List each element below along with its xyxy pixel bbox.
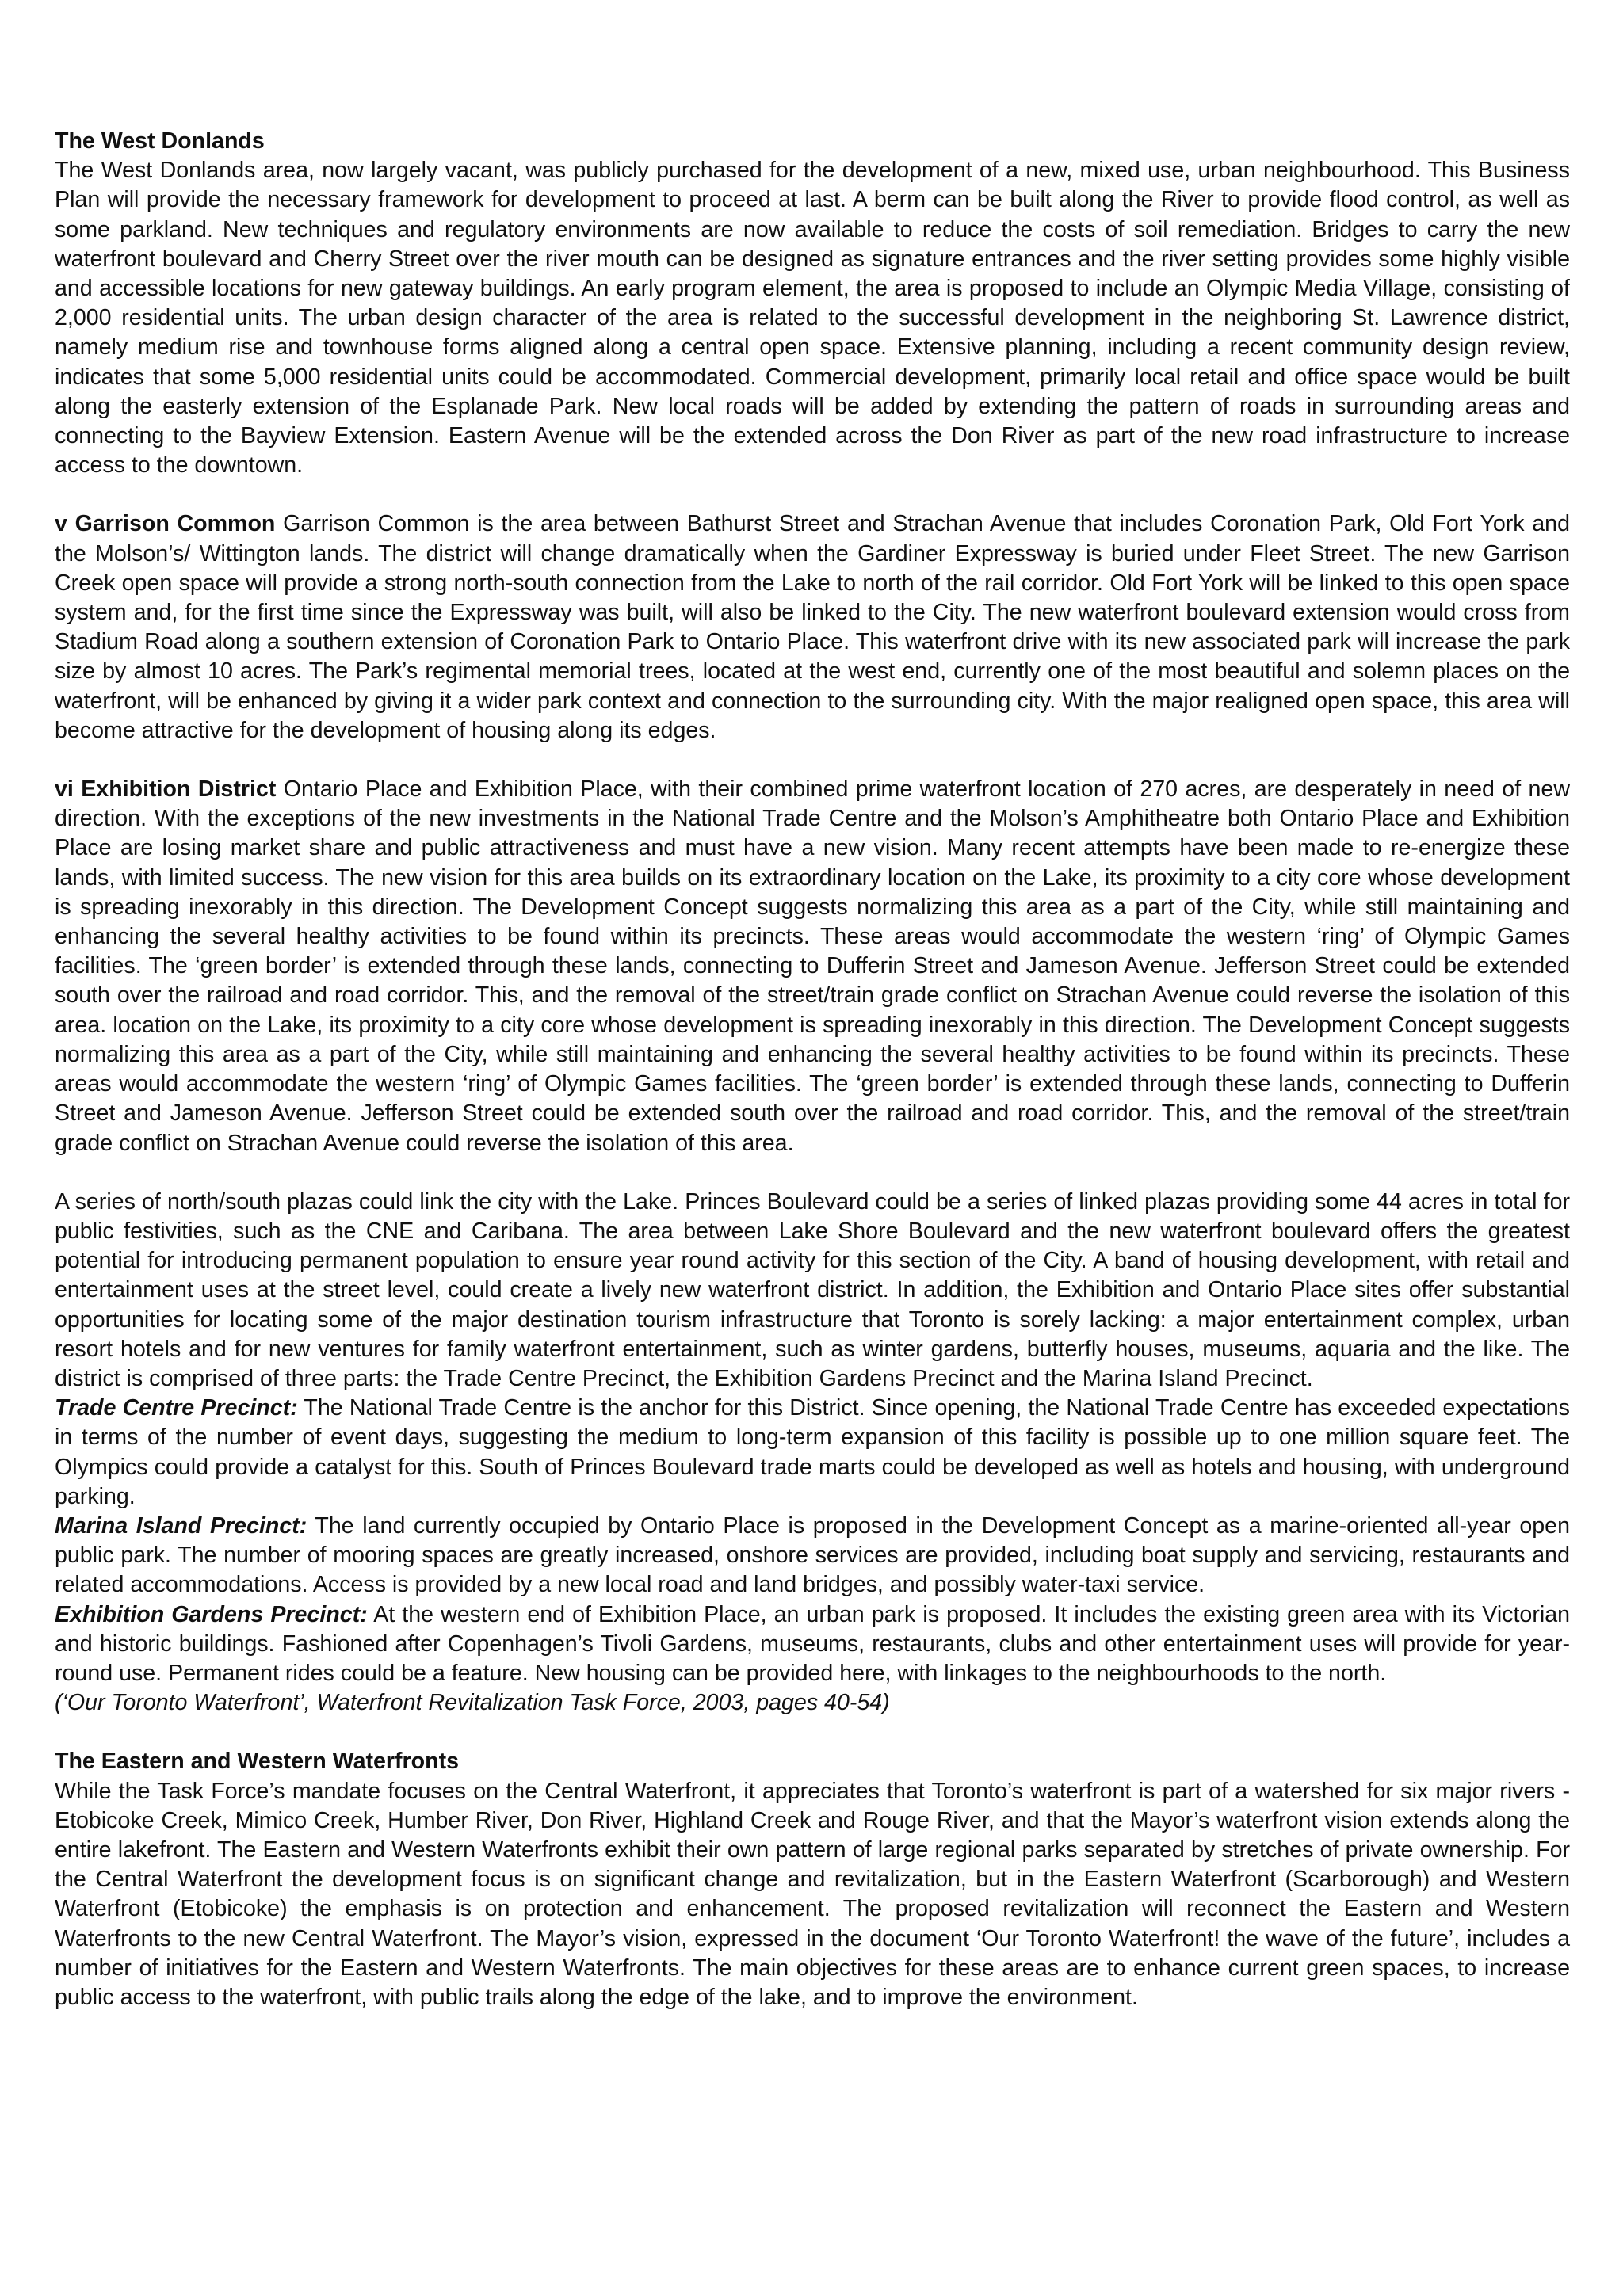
west-donlands-heading: The West Donlands (55, 128, 265, 154)
eastern-western-paragraph: While the Task Force’s mandate focuses on the Central Waterfront, it appreciates that Toronto’s waterfront is part of a watershed for six major rivers - Etobicoke Creek, Mimico Creek, Humber River, Don River, Highland Creek and Rouge River, and that the Mayor’s waterfront vision extends along the entire lakefront. The Eastern and Western Waterfronts exhibit their own pattern of large regional parks separated by stretches of private ownership. For the Central Waterfront the development focus is on significant change and revitalization, but in the Eastern Waterfront (Scarborough) and Western Waterfront (Etobicoke) the emphasis is on protection and enhancement. The proposed revitalization will reconnect the Eastern and Western Waterfronts to the new Central Waterfront. The Mayor’s vision, expressed in the document ‘Our Toronto Waterfront! the wave of the future’, includes a number of initiatives for the Eastern and Western Waterfronts. The main objectives for these areas are to enhance current green spaces, to increase public access to the waterfront, with public trails along the edge of the lake, and to improve the environment. (55, 1778, 1570, 2010)
trade-centre-paragraph (55, 1394, 1570, 1512)
marina-island-paragraph (55, 1512, 1570, 1600)
garrison-common-paragraph (55, 509, 1570, 746)
garrison-common-text: Garrison Common is the area between Bathurst Street and Strachan Avenue that includes Coronation Park, Old Fort York and the Molson’s/ Wittington lands. The district will change dramatically when the Gardiner Expressway is buried under Fleet Street. The new Garrison Creek open space will provide a strong north-south connection from the Lake to north of the rail corridor. Old Fort York will be linked to this open space system and, for the first time since the Expressway was built, will also be linked to the City. The new waterfront boulevard extension would cross from Stadium Road along a southern extension of Coronation Park to Ontario Place. This waterfront drive with its new associated park will increase the park size by almost 10 acres. The Park’s regimental memorial trees, located at the west end, currently one of the most beautiful and solemn places on the waterfront, will be enhanced by giving it a wider park context and connection to the surrounding city. With the major realigned open space, this area will become attractive for the development of housing along its edges. (55, 511, 1570, 743)
document-page (55, 127, 1570, 2012)
exhibition-district-paragraph (55, 775, 1570, 1158)
paragraph-spacer (55, 480, 1570, 509)
exhibition-gardens-paragraph (55, 1600, 1570, 1689)
trade-centre-lead: Trade Centre Precinct: (55, 1395, 298, 1421)
plazas-paragraph: A series of north/south plazas could link the city with the Lake. Princes Boulevard could be a series of linked plazas providing some 44 acres in total for public festivities, such as the CNE and Caribana. The area between Lake Shore Boulevard and the new waterfront boulevard offers the greatest potential for introducing permanent population to ensure year round activity for this section of the City. A band of housing development, with retail and entertainment uses at the street level, could create a lively new waterfront district. In addition, the Exhibition and Ontario Place sites offer substantial opportunities for locating some of the major destination tourism infrastructure that Toronto is sorely lacking: a major entertainment complex, urban resort hotels and for new ventures for family waterfront entertainment, such as winter gardens, butterfly houses, museums, aquaria and the like. The district is comprised of three parts: the Trade Centre Precinct, the Exhibition Gardens Precinct and the Marina Island Precinct. (55, 1188, 1570, 1391)
exhibition-district-text: Ontario Place and Exhibition Place, with their combined prime waterfront location of 270 acres, are desperately in need of new direction. With the exceptions of the new investments in the National Trade Centre and the Molson’s Amphitheatre both Ontario Place and Exhibition Place are losing market share and public attractiveness and must have a new vision. Many recent attempts have been made to re-energize these lands, with limited success. The new vision for this area builds on its extraordinary location on the Lake, its proximity to a city core whose development is spreading inexorably in this direction. The Development Concept suggests normalizing this area as a part of the City, while still maintaining and enhancing the several healthy activities to be found within its precincts. These areas would accommodate the western ‘ring’ of Olympic Games facilities. The ‘green border’ is extended through these lands, connecting to Dufferin Street and Jameson Avenue. Jefferson Street could be extended south over the railroad and road corridor. This, and the removal of the street/train grade conflict on Strachan Avenue could reverse the isolation of this area. location on the Lake, its proximity to a city core whose development is spreading inexorably in this direction. The Development Concept suggests normalizing this area as a part of the City, while still maintaining and enhancing the several healthy activities to be found within its precincts. These areas would accommodate the western ‘ring’ of Olympic Games facilities. The ‘green border’ is extended through these lands, connecting to Dufferin Street and Jameson Avenue. Jefferson Street could be extended south over the railroad and road corridor. This, and the removal of the street/train grade conflict on Strachan Avenue could reverse the isolation of this area. (55, 776, 1570, 1156)
exhibition-gardens-lead: Exhibition Gardens Precinct: (55, 1601, 368, 1627)
exhibition-district-lead: vi Exhibition District (55, 776, 277, 803)
source-citation: (‘Our Toronto Waterfront’, Waterfront Revitalization Task Force, 2003, pages 40-54) (55, 1690, 890, 1716)
paragraph-spacer (55, 1158, 1570, 1188)
marina-island-text: The land currently occupied by Ontario Place is proposed in the Development Concept as a marine-oriented all-year open public park. The number of mooring spaces are greatly increased, onshore services are provided, including boat supply and servicing, restaurants and related accommodations. Access is provided by a new local road and land bridges, and possibly water-taxi service. (55, 1512, 1570, 1598)
eastern-western-heading: The Eastern and Western Waterfronts (55, 1749, 460, 1775)
marina-island-lead: Marina Island Precinct: (55, 1512, 307, 1539)
exhibition-gardens-text: At the western end of Exhibition Place, an urban park is proposed. It includes the existing green area with its Victorian and historic buildings. Fashioned after Copenhagen’s Tivoli Gardens, museums, restaurants, clubs and other entertainment uses will provide for year-round use. Permanent rides could be a feature. New housing can be provided here, with linkages to the neighbourhoods to the north. (55, 1601, 1571, 1686)
trade-centre-text: The National Trade Centre is the anchor for this District. Since opening, the National Trade Centre has exceeded expectations in terms of the number of event days, suggesting the medium to long-term expansion of this facility is possible up to one million square feet. The Olympics could provide a catalyst for this. South of Princes Boulevard trade marts could be developed as well as hotels and housing, with underground parking. (55, 1395, 1570, 1509)
paragraph-spacer (55, 746, 1570, 775)
garrison-common-lead: v Garrison Common (55, 511, 276, 537)
west-donlands-paragraph: The West Donlands area, now largely vacant, was publicly purchased for the development of a new, mixed use, urban neighbourhood. This Business Plan will provide the necessary framework for development to proceed at last. A berm can be built along the River to provide flood control, as well as some parkland. New techniques and regulatory environments are now available to reduce the costs of soil remediation. Bridges to carry the new waterfront boulevard and Cherry Street over the river mouth can be designed as signature entrances and the river setting provides some highly visible and accessible locations for new gateway buildings. An early program element, the area is proposed to include an Olympic Media Village, consisting of 2,000 residential units. The urban design character of the area is related to the successful development in the neighboring St. Lawrence district, namely medium rise and townhouse forms aligned along a central open space. Extensive planning, including a recent community design review, indicates that some 5,000 residential units could be accommodated. Commercial development, primarily local retail and office space would be built along the easterly extension of the Esplanade Park. New local roads will be added by extending the pattern of roads in surrounding areas and connecting to the Bayview Extension. Eastern Avenue will be the extended across the Don River as part of the new road infrastructure to increase access to the downtown. (55, 158, 1570, 479)
paragraph-spacer (55, 1718, 1570, 1747)
